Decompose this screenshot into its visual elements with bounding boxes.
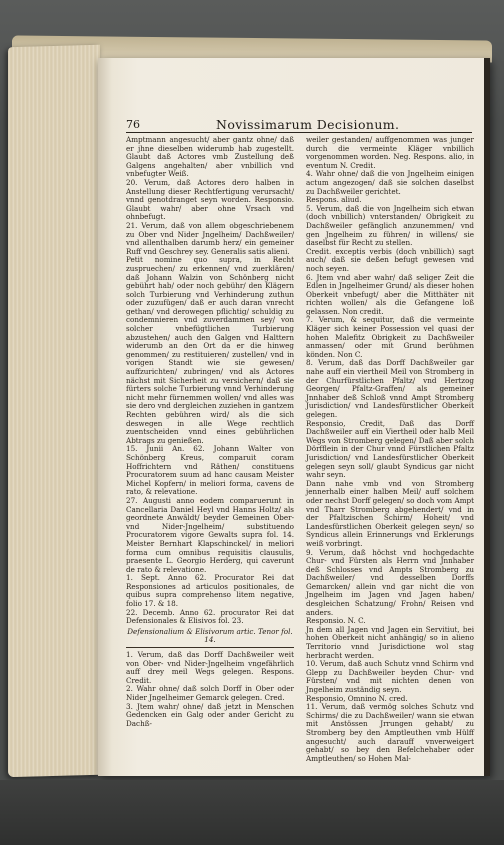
left-column xyxy=(126,136,294,728)
paragraph: 27. Augusti anno eodem comparuerunt in Cancellaria Daniel Heyl vnd Hanns Holtz/ als geordnete Anwäldt/ beyder Gemeinen Ober- vnd Nider-Jngelheim/ substituendo Procuratorem vigore Gewalts supra fol. 14. Meister Bernhart Klapschinckel/ in meliori forma cum omnibus requisitis clausulis, praesente L. Georgio Herderg, qui caverunt de rato & relevatione. xyxy=(126,495,294,574)
paragraph: 6. Jtem vnd aber wahr/ daß seliger Zeit die Edlen in Jngelheimer Grund/ als dieser hohen Oberkeit vnbefugt/ aber die Mitthäter nit richten wollen/ als die Gefangene loß gelassen. Non credit. xyxy=(306,272,474,316)
paragraph: 4. Wahr ohne/ daß die von Jngelheim einigen actum angezogen/ daß sie solchen daselbst zu Dachßweiler gerichtet. xyxy=(306,169,474,196)
background-bottom xyxy=(0,780,504,845)
paragraph: Petit nomine quo supra, in Recht zuspruechen/ zu erkennen/ vnd zuerklären/ daß Johann Walzin von Schönberg nicht gebührt hab/ oder noch gebühr/ den Klägern solch Turbierung vnd Verhinderung zuthun oder zuzufügen/ daß er auch daran vnrecht gethan/ vnd derowegen pflichtig/ schuldig zu condemnieren vnd zuverdammen sey/ von solcher vnbefügtlichen Turbierung abzustehen/ auch den Galgen vnd Halttern widerumb an den Ort da er die hinweg genommen/ zu restituieren/ zustellen/ vnd in vorigen Standt wie sie gewesen/ auffzurichten/ zubringen/ vnd als Actores nächst mit Sicherheit zu versichern/ daß sie fürters solche Turbierung vnnd Verhinderung nicht mehr fürnemmen wollen/ vnd alles was sie dero vnd dergleichen zuziehen in gantzem Rechten gebühren wird/ als die sich deswegen in alle Wege rechtlich zuentscheiden vnnd eines gebührlichen Abtrags zu genießen. xyxy=(126,255,294,445)
header-rule xyxy=(126,132,472,133)
paragraph: Responsio, Credit, Daß das Dorff Dachßweiler auff ein Viertheil oder halb Meil Wegs von Stromberg gelegen/ Daß aber solch Dörfflein in der Chur vnnd Fürstlichen Pfaltz Jurisdiction/ vnd Landesfürstlicher Oberkeit gelegen seyn soll/ glaubt Syndicus gar nicht wahr seyn. xyxy=(306,418,474,480)
paragraph: 10. Verum, daß auch Schutz vnnd Schirm vnd Glepp zu Dachßweiler beyden Chur- vnd Fürsten/ vnd mit nichten denen von Jngelheim zuständig seyn. xyxy=(306,659,474,694)
paragraph: Responsio. N. C. xyxy=(306,616,366,626)
paragraph: weiler gestanden/ auffgenommen was junger durch die vermeinte Kläger vnbillich vorgenommen worden. Neg. Respons. alio, in eventum N. Credit. xyxy=(306,135,474,170)
paragraph: 9. Verum, daß höchst vnd hochgedachte Chur- vnd Fürsten als Herrn vnd Jnnhaber deß Schlosses vnd Ampts Stromberg zu Dachßweiler/ vnd desselben Dorffs Gemarcken/ allein vnd gar nicht die von Jngelheim im Jagen vnd Jagen haben/ desgleichen Schatzung/ Frohn/ Reisen vnd anders. xyxy=(306,547,474,617)
book-fore-edge xyxy=(8,45,100,777)
right-column xyxy=(306,136,474,763)
paragraph: 21. Verum, daß von allem obgeschriebenem zu Ober vnd Nider Jngelheim/ Dachßweiler/ vnd allenthalben darumb herz/ ein gemeiner Ruff vnd Geschrey sey. Generalis satis alieni. xyxy=(126,220,294,256)
paragraph: 11. Verum, daß vermög solches Schutz vnd Schirms/ die zu Dachßweiler/ wann sie etwan mit Anstössen Jrrungen gehabt/ zu Stromberg bey den Amptleuthen vmb Hülff angesucht/ auch darauff vnverweigert gehabt/ so bey den Befelchehaber oder Amptleuthen/ so Hohen Mal- xyxy=(306,702,474,763)
paragraph: 3. Jtem wahr/ ohne/ daß jetzt in Menschen Gedencken ein Galg oder ander Gericht zu Dachß- xyxy=(126,701,294,728)
paragraph: Jn dem all Jagen vnd Jagen ein Servitiut, bei hohen Oberkeit nicht anhängig/ so in alieno Territorio vnnd Jurisdictione wol stag herbracht werden. xyxy=(306,624,474,660)
paragraph: 5. Verum, daß die von Jngelheim sich etwan (doch vnbillich) vnterstanden/ Obrigkeit zu Dachßweiler gefänglich anzunemmen/ vnd gen Jngelheim zu führen/ in willens/ sie daselbst für Recht zu stellen. xyxy=(306,203,474,248)
paragraph: Credit. exceptis verbis (doch vnbillich) sagt auch/ daß sie deßen befugt gewesen vnd noch seyen. xyxy=(306,246,474,273)
paragraph: 8. Verum, daß das Dorff Dachßweiler gar nahe auff ein viertheil Meil von Stromberg in der Churfürstlichen Pfaltz/ vnd Hertzog Georgen/ Pfaltz-Graffen/ als gemeiner Jnnhaber deß Schloß vnnd Ampt Stromberg Jurisdiction/ vnd Landesfürstlicher Oberkeit gelegen. xyxy=(306,358,474,419)
paragraph: 22. Decemb. Anno 62. procurator Rei dat Defensionales & Elisivos fol. 23. xyxy=(126,607,294,626)
book-page xyxy=(98,58,490,776)
paragraph: 2. Wahr ohne/ daß solch Dorff in Ober oder Nider Jngelheimer Gemarck gelegen. Cred. xyxy=(126,684,294,702)
paragraph: 15. Junii An. 62. Johann Walter von Schönberg Kreus, comparuit coram Hoffrichtern vnd Räthen/ constituens Procuratorem suum ad hanc causam Meister Michel Kopfern/ in meliori forma, cavens de rato, & relevatione. xyxy=(126,444,294,497)
paragraph: 20. Verum, daß Actores dero halben in Anstellung dieser Rechtfertigung verursacht/ vnnd genotdranget seyn worden. Responsio. Glaubt wahr/ aber ohne Vrsach vnd ohnbefugt. xyxy=(126,177,294,222)
paragraph: 1. Verum, daß das Dorff Dachßweiler weit von Ober- vnd Nider-Jngelheim vngefährlich auff drey meil Wegs gelegen. Respons. Credit. xyxy=(126,650,294,685)
paragraph: Amptmann angesucht/ aber gantz ohne/ daß er jhne dieselben widerumb hab zugestellt. Glaubt daß Actores vmb Zustellung deß Galgens angehalten/ aber vnbillich vnd vnbefugter Weiß. xyxy=(126,135,294,179)
paragraph: Dann nahe vmb vnd von Stromberg jennerhalb einer halben Meil/ auff solchem oder nechst Dorff gelegen/ so doch vom Ampt vnd Tharr Stromberg abgehendert/ vnd in der Pfaltzischen Schirm/ Hoheit/ vnd Landesfürstlichen Oberkeit gelegen seyn/ so Syndicus allein Erinnerungs vnd Erklerungs weiß vorbringt. xyxy=(306,478,474,548)
paragraph: 7. Verum, & sequitur, daß die vermeinte Kläger sich keiner Possession vel quasi der hohen Malefitz Obrigkeit zu Dachßweiler anmassen/ oder mit Grund berühmen könden. Non C. xyxy=(306,315,474,359)
running-title: Novissimarum Decisionum. xyxy=(216,117,400,132)
section-heading: Defensionalium & Elisivorum artic. Tenor fol. 14. xyxy=(126,628,294,648)
paragraph: Respons. aliud. xyxy=(306,195,362,205)
paragraph: Responsio, Omnino N. cred. xyxy=(306,693,408,703)
page-number: 76 xyxy=(126,118,140,131)
paragraph: 1. Sept. Anno 62. Procurator Rei dat Responsiones ad articulos positionales, de quibus supra comprehenso litem negative, folio 17. & 18. xyxy=(126,573,294,609)
